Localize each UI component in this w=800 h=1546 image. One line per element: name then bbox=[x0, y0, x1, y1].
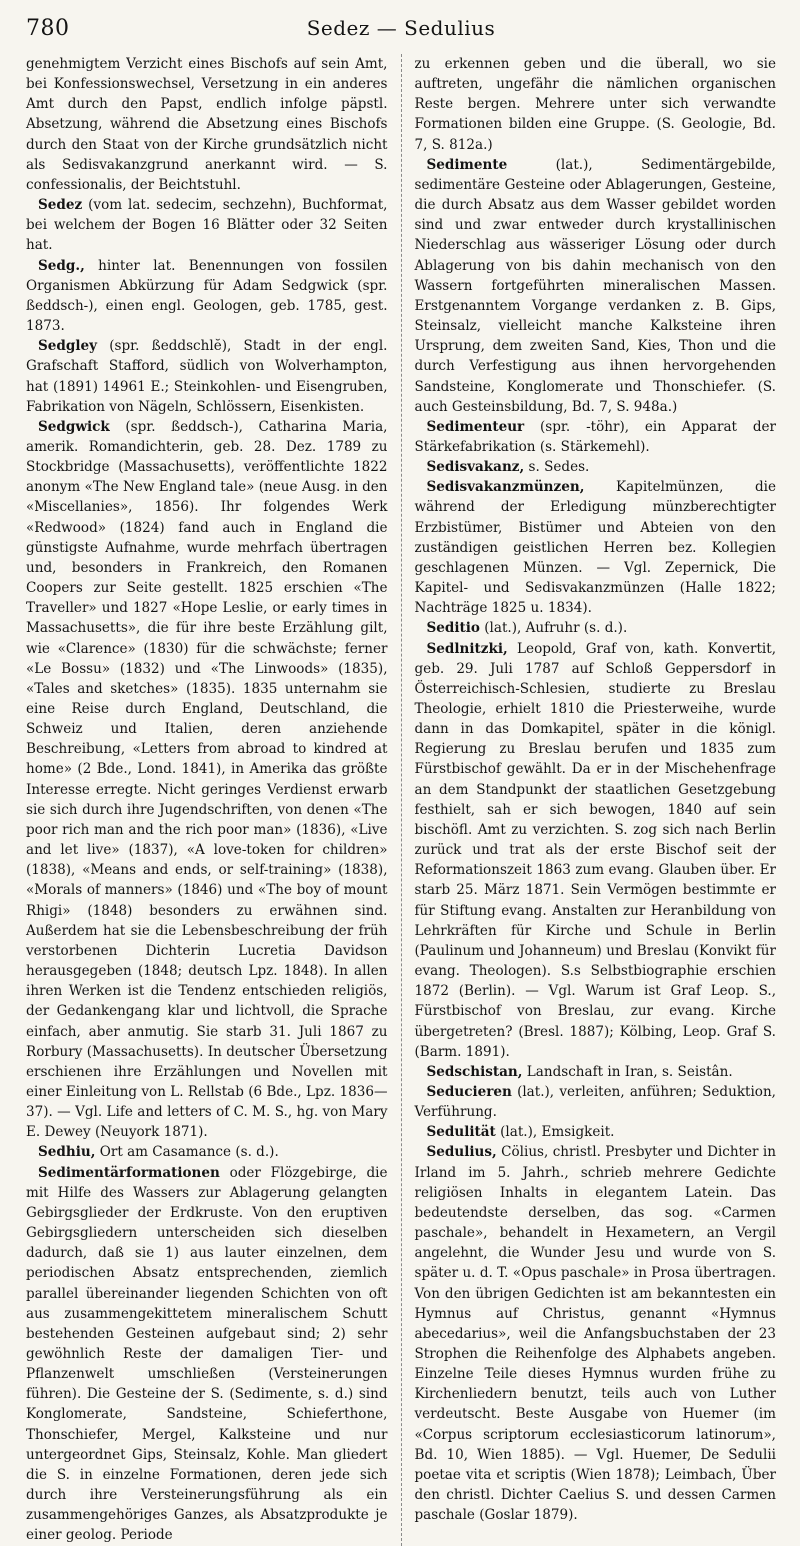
entry-sedulius bbox=[415, 1142, 777, 1525]
entry-headword: Sedg., bbox=[38, 257, 85, 274]
entry-text: (lat.), verleiten, anführen; Seduktion, Verführung. bbox=[414, 1083, 776, 1121]
entry-sedgley bbox=[26, 336, 388, 417]
entry-headword: Sedulius, bbox=[426, 1144, 497, 1161]
entry-text: s. Sedes. bbox=[524, 459, 590, 476]
entry-text: (vom lat. sedecim, sechzehn), Buchformat, bei welchem der Bogen 16 Blätter oder 32 Seiten hat. bbox=[26, 197, 388, 254]
entry-text: Kapitelmünzen, die während der Erledigung münzberechtigter Erzbistümer, Bistümer und Abteien von den zuständigen geistlichen Herren bez. Kollegien geschlagenen Münzen. — Vgl. Zepernick, Die Kapitel- und Sedisvakanzmünzen (Halle 1822; Nachträge 1825 u. 1834). bbox=[414, 479, 776, 617]
entry-sedlnitzki bbox=[415, 639, 777, 1062]
entry-seditio bbox=[415, 618, 777, 638]
entry-headword: Sedimenteur bbox=[426, 418, 525, 435]
entry-headword: Sedisvakanzmünzen, bbox=[426, 479, 585, 496]
entry-text: oder Flözgebirge, die mit Hilfe des Wassers zur Ablagerung gelangten Gebirgsglieder der Erdkruste. Von den eruptiven Gebirgsgliedern unterscheiden sich dieselben dadurch, daß sie 1) aus lauter einzelnen, dem periodischen Absatz entsprechenden, ziemlich parallel übereinander liegenden Schichten von oft aus zusammengekittetem mineralischem Schutt bestehenden Gesteinen aufgebaut sind; 2) sehr gewöhnlich Reste der damaligen Tier- und Pflanzenwelt umschließen (Versteinerungen führen). Die Gesteine der S. (Sedimente, s. d.) sind Konglomerate, Sandsteine, Schieferthone, Thonschiefer, Mergel, Kalksteine und nur untergeordnet Gips, Steinsalz, Kohle. Man gliedert die S. in einzelne Formationen, deren jede sich durch ihre Versteinerungsführung als ein zusammengehöriges Ganzes, als Absatzprodukte je einer geolog. Periode bbox=[26, 1164, 388, 1544]
entry-headword: Seducieren bbox=[426, 1083, 512, 1100]
entry-text: Leopold, Graf von, kath. Konvertit, geb. 29. Juli 1787 auf Schloß Geppersdorf in Österreichisch-Schlesien, studierte zu Breslau Theologie, erhielt 1810 die Priesterweihe, wurde dann in das Domkapitel, später in die königl. Regierung zu Breslau berufen und 1835 zum Fürstbischof gewählt. Da er in der Mischehenfrage an dem Standpunkt der staatlichen Gesetzgebung festhielt, sah er sich bewogen, 1840 auf sein bischöfl. Amt zu verzichten. S. zog sich nach Berlin zurück und trat als der erste Bischof seit der Reformationszeit 1863 zum evang. Glauben über. Er starb 25. März 1871. Sein Vermögen bestimmte er für Stiftung evang. Anstalten zur Heranbildung von Lehrkräften für Kirche und Schule in Berlin (Paulinum und Johanneum) und Breslau (Konvikt für evang. Theologen). S.s Selbstbiographie erschien 1872 (Berlin). — Vgl. Warum ist Graf Leop. S., Fürstbischof von Breslau, zur evang. Kirche übergetreten? (Bresl. 1887); Kölbing, Leop. Graf S. (Barm. 1891). bbox=[414, 640, 776, 1060]
entry-text: Ort am Casamance (s. d.). bbox=[95, 1144, 279, 1161]
entry-text: (spr. ßeddsch-), Catharina Maria, amerik. Romandichterin, geb. 28. Dez. 1789 zu Stockbridge (Massachusetts), veröffentlichte 1822 anonym «The New England tale» (neue Ausg. in den «Miscellanies», 1856). Ihr folgendes Werk «Redwood» (1824) fand auch in England die günstigste Aufnahme, wurde mehrfach übertragen und, besonders in Frankreich, den Romanen Coopers zur Seite gestellt. 1825 erschien «The Traveller» und 1827 «Hope Leslie, or early times in Massachusetts», die für ihre beste Erzählung gilt, wie «Clarence» (1830) für die schwächste; ferner «Le Bossu» (1832) und «The Linwoods» (1835), «Tales and sketches» (1835). 1835 unternahm sie eine Reise durch England, Deutschland, die Schweiz und Italien, deren anziehende Beschreibung, «Letters from abroad to kindred at home» (2 Bde., Lond. 1841), in Amerika das größte Interesse erregte. Nicht geringes Verdienst erwarb sie sich durch ihre Jugendschriften, von denen «The poor rich man and the rich poor man» (1836), «Live and let live» (1837), «A love-token for children» (1838), «Means and ends, or self-training» (1838), «Morals of manners» (1846) und «The boy of mount Rhigi» (1848) besonders zu erwähnen sind. Außerdem hat sie die Lebensbeschreibung der früh verstorbenen Dichterin Lucretia Davidson herausgegeben (1848; deutsch Lpz. 1848). In allen ihren Werken ist die Tendenz entschieden religiös, der Gedankengang klar und lichtvoll, die Sprache einfach, aber anmutig. Sie starb 31. Juli 1867 zu Rorbury (Massachusetts). In deutscher Übersetzung erschienen ihre Erzählungen und Novellen mit einer Einleitung von L. Rellstab (6 Bde., Lpz. 1836—37). — Vgl. Life and letters of C. M. S., hg. von Mary E. Dewey (Neuyork 1871). bbox=[26, 418, 388, 1141]
entry-headword: Sedimente bbox=[426, 156, 508, 173]
entry-headword: Sedulität bbox=[426, 1124, 496, 1141]
entry-text: Cölius, christl. Presbyter und Dichter in Irland im 5. Jahrh., schrieb mehrere Gedichte religiösen Inhalts in elegantem Latein. Das bedeutendste derselben, das sog. «Carmen paschale», behandelt in Hexametern, an Vergil angelehnt, die Wunder Jesu und wurde von S. später u. d. T. «Opus paschale» in Prosa übertragen. Von den übrigen Gedichten ist am bekanntesten ein Hymnus auf Christus, genannt «Hymnus abecedarius», weil die Anfangsbuchstaben der 23 Strophen die Reihenfolge des Alphabets angeben. Einzelne Teile dieses Hymnus wurden frühe zu Kirchenliedern benutzt, teils auch von Luther verdeutscht. Beste Ausgabe von Huemer (im «Corpus scriptorum ecclesiasticorum latinorum», Bd. 10, Wien 1885). — Vgl. Huemer, De Sedulii poetae vita et scriptis (Wien 1878); Leimbach, Über den christl. Dichter Caelius S. und dessen Carmen paschale (Goslar 1879). bbox=[414, 1144, 776, 1524]
entry-text: (lat.), Emsigkeit. bbox=[495, 1124, 615, 1141]
entry-headword: Seditio bbox=[426, 620, 480, 637]
entry-sedez bbox=[26, 195, 388, 255]
entry-continuation bbox=[26, 54, 388, 195]
entry-sedimente bbox=[415, 155, 777, 417]
entry-text: (spr. -töhr), ein Apparat der Stärkefabrikation (s. Stärkemehl). bbox=[414, 418, 776, 455]
entry-sedimenteur bbox=[415, 417, 777, 457]
page-header bbox=[26, 0, 776, 54]
entry-text: (lat.), Sedimentärgebilde, sedimentäre Gesteine oder Ablagerungen, Gesteine, die durch Absatz aus dem Wasser gebildet worden sind und zwar entweder durch krystallinischen Niederschlag aus wässeriger Lösung oder durch Ablagerung von bis dahin mechanisch von den Wassern fortgeführten mineralischen Massen. Erstgenanntem Vorgange verdanken z. B. Gips, Steinsalz, vielleicht manche Kalksteine ihren Ursprung, dem zweiten Sand, Kies, Thon und die durch Verfestigung aus ihnen hervorgehenden Sandsteine, Konglomerate und Thonschiefer. (S. auch Gesteinsbildung, Bd. 7, S. 948a.) bbox=[414, 156, 776, 415]
entry-text: Landschaft in Iran, s. Seistân. bbox=[522, 1063, 733, 1080]
entry-headword: Sedlnitzki, bbox=[426, 640, 508, 657]
entry-seducieren bbox=[415, 1082, 777, 1122]
entry-headword: Sedschistan, bbox=[426, 1063, 523, 1080]
entry-headword: Sedisvakanz, bbox=[426, 459, 525, 476]
running-head: Sedez — Sedulius bbox=[306, 16, 496, 40]
text-columns bbox=[26, 54, 776, 1546]
entry-headword: Sedimentärformationen bbox=[38, 1164, 220, 1181]
right-column bbox=[401, 54, 777, 1546]
entry-sedhiu bbox=[26, 1142, 388, 1162]
entry-sedschistan bbox=[415, 1062, 777, 1082]
entry-headword: Sedgley bbox=[38, 338, 97, 355]
entry-text: zu erkennen geben und die überall, wo sie auftreten, ungefähr die nämlichen organischen Reste bergen. Mehrere unter sich verwandte Formationen bilden eine Gruppe. (S. Geologie, Bd. 7, S. 812a.) bbox=[414, 56, 776, 153]
entry-text: hinter lat. Benennungen von fossilen Organismen Abkürzung für Adam Sedgwick (spr. ßeddsch-), einen engl. Geologen, geb. 1785, gest. 1873. bbox=[26, 257, 388, 335]
entry-sedisvakanzmuenzen bbox=[415, 477, 777, 618]
entry-sedg bbox=[26, 256, 388, 337]
entry-text: (lat.), Aufruhr (s. d.). bbox=[479, 620, 628, 637]
entry-headword: Sedhiu, bbox=[38, 1144, 96, 1161]
entry-sedisvakanz bbox=[415, 457, 777, 477]
left-column bbox=[26, 54, 401, 1546]
entry-sedulitaet bbox=[415, 1122, 777, 1142]
entry-text: genehmigtem Verzicht eines Bischofs auf sein Amt, bei Konfessionswechsel, Versetzung in ein anderes Amt durch den Papst, endlich infolge päpstl. Absetzung, während die Absetzung eines Bischofs durch den Staat von der Kirche grundsätzlich nicht als Sedisvakanzgrund anerkannt wird. — S. confessionalis, der Beichtstuhl. bbox=[26, 56, 388, 193]
page-number: 780 bbox=[26, 16, 70, 41]
entry-continuation bbox=[415, 54, 777, 155]
entry-sedimentaerformationen bbox=[26, 1163, 388, 1546]
entry-headword: Sedez bbox=[38, 197, 83, 214]
entry-sedgwick bbox=[26, 417, 388, 1143]
entry-headword: Sedgwick bbox=[38, 418, 110, 435]
entry-text: (spr. ßeddschlĕ), Stadt in der engl. Grafschaft Stafford, südlich von Wolverhampton, hat (1891) 14961 E.; Steinkohlen- und Eisengruben, Fabrikation von Nägeln, Schlössern, Eisenkisten. bbox=[26, 338, 388, 415]
